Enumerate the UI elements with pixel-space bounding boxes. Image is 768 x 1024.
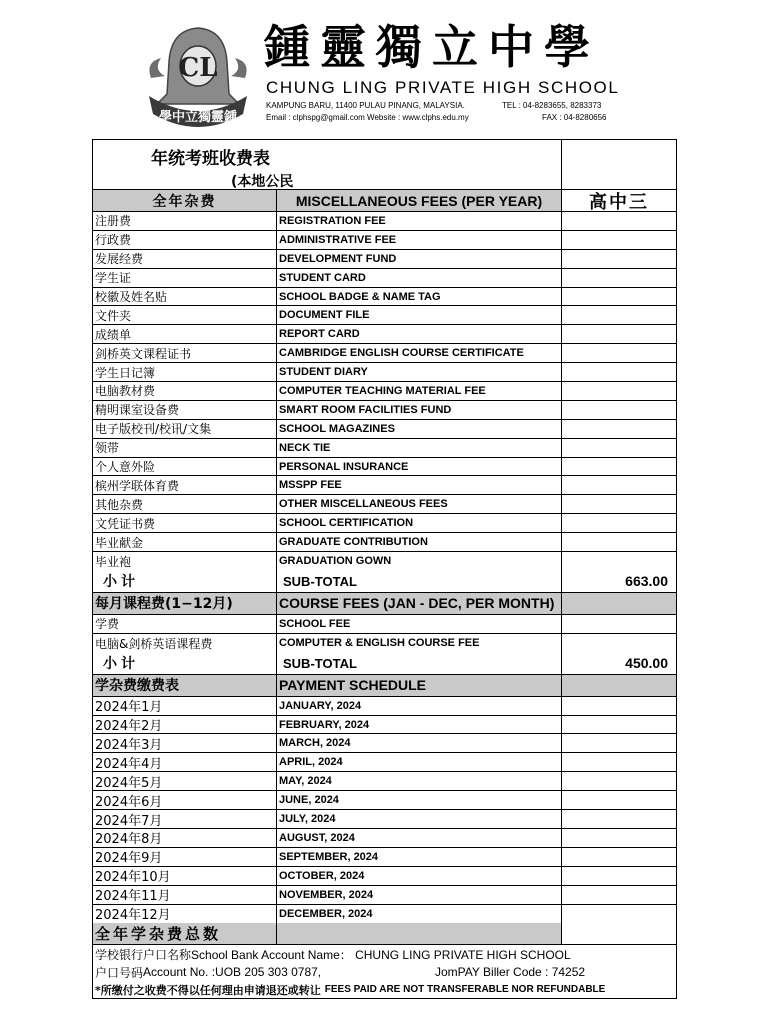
label-en: SCHOOL MAGAZINES [277,420,562,438]
annual-total-blank [277,923,562,944]
label-cn: 2024年5月 [93,772,277,790]
title-cell [93,140,562,189]
amount-cell [562,306,676,324]
amount-cell [562,905,676,924]
label-en: SCHOOL FEE [277,615,562,633]
amount-cell [562,772,676,790]
label-en: DOCUMENT FILE [277,306,562,324]
annual-total-value [562,923,676,944]
amount-cell [562,810,676,828]
bank-account-name-cn: 学校银行户口名称 [95,947,192,962]
label-cn: 文凭证书费 [93,514,277,532]
misc-fee-row [93,306,676,325]
amount-cell [562,212,676,230]
label-en: NECK TIE [277,439,562,457]
label-cn: 电子版校刊/校讯/文集 [93,420,277,438]
label-cn: 剑桥英文课程证书 [93,344,277,362]
subtotal-label-cn: 小计 [93,653,277,674]
label-en: OCTOBER, 2024 [277,867,562,885]
amount-cell [562,753,676,771]
amount-cell [562,382,676,400]
label-cn: 毕业袍 [93,552,277,571]
label-cn: 2024年9月 [93,848,277,866]
misc-fee-row [93,212,676,231]
label-cn: 电脑&剑桥英语课程费 [93,634,277,653]
amount-cell [562,344,676,362]
misc-fee-row [93,344,676,363]
payment-month-row [93,697,676,716]
grade-header: 高中三 [562,190,676,211]
misc-fee-row [93,533,676,552]
amount-cell [562,886,676,904]
schedule-header-blank [562,675,676,696]
label-cn: 学生日记簿 [93,363,277,381]
label-en: AUGUST, 2024 [277,829,562,847]
subtotal-label-cn: 小计 [93,571,277,592]
amount-cell [562,458,676,476]
school-email-website: Email : clphspg@gmail.com Website : www.clphs.edu.my [266,113,469,122]
label-cn: 成绩单 [93,325,277,343]
school-address: KAMPUNG BARU, 11400 PULAU PINANG, MALAYSIA. [266,101,465,110]
misc-fee-row [93,401,676,420]
amount-cell [562,401,676,419]
misc-fee-row [93,476,676,495]
amount-cell [562,697,676,715]
label-cn: 2024年2月 [93,716,277,734]
label-en: DECEMBER, 2024 [277,905,562,924]
misc-subtotal-row [93,571,676,593]
letterhead [0,0,768,135]
misc-fee-row [93,363,676,382]
amount-cell [562,495,676,513]
label-en: OTHER MISCELLANEOUS FEES [277,495,562,513]
course-header-cn: 每月课程费(1−12月) [93,593,277,614]
payment-month-row [93,848,676,867]
label-en: NOVEMBER, 2024 [277,886,562,904]
bank-account-number-row [93,963,676,981]
course-fee-row [93,634,676,653]
label-en: MAY, 2024 [277,772,562,790]
misc-fee-row [93,458,676,477]
label-cn: 2024年8月 [93,829,277,847]
amount-cell [562,533,676,551]
label-en: ADMINISTRATIVE FEE [277,231,562,249]
payment-month-row [93,829,676,848]
payment-month-row [93,810,676,829]
svg-text:學中立獨靈鍾: 學中立獨靈鍾 [158,110,238,125]
subtotal-label-en: SUB-TOTAL [277,653,562,674]
label-cn: 行政费 [93,231,277,249]
amount-cell [562,363,676,381]
amount-cell [562,734,676,752]
label-cn: 学生证 [93,269,277,287]
amount-cell [562,231,676,249]
misc-fee-row [93,439,676,458]
label-cn: 槟州学联体育费 [93,476,277,494]
amount-cell [562,615,676,633]
label-cn: 学费 [93,615,277,633]
label-cn: 个人意外险 [93,458,277,476]
fee-table [92,139,677,999]
form-subtitle: (本地公民 [231,174,294,190]
payment-schedule-list [93,697,676,924]
label-cn: 校徽及姓名贴 [93,288,277,306]
bank-account-number-cn: 户口号码 [95,965,144,980]
label-cn: 毕业献金 [93,533,277,551]
payment-month-row [93,772,676,791]
misc-fee-row [93,325,676,344]
school-name-english: CHUNG LING PRIVATE HIGH SCHOOL [266,78,620,97]
label-en: COMPUTER & ENGLISH COURSE FEE [277,634,562,653]
label-en: JUNE, 2024 [277,791,562,809]
label-en: SCHOOL BADGE & NAME TAG [277,288,562,306]
misc-fee-row [93,269,676,288]
bank-account-name-row [93,945,676,963]
bank-account-name-en: School Bank Account Name： CHUNG LING PRIVATE HIGH SCHOOL [191,947,571,962]
misc-fee-row [93,495,676,514]
amount-cell [562,514,676,532]
amount-cell [562,829,676,847]
label-cn: 电脑教材费 [93,382,277,400]
label-en: GRADUATION GOWN [277,552,562,571]
misc-fee-row [93,552,676,571]
label-en: COMPUTER TEACHING MATERIAL FEE [277,382,562,400]
label-en: SCHOOL CERTIFICATION [277,514,562,532]
school-telephone: TEL : 04-8283655, 8283373 [502,101,602,110]
annual-total-row [93,923,676,945]
payment-month-row [93,867,676,886]
amount-cell [562,250,676,268]
amount-cell [562,420,676,438]
refund-notice-en: FEES PAID ARE NOT TRANSFERABLE NOR REFUNDABLE [324,984,606,996]
misc-fee-row [93,382,676,401]
label-cn: 2024年3月 [93,734,277,752]
label-en: STUDENT DIARY [277,363,562,381]
misc-fee-list [93,212,676,571]
subtotal-label-en: SUB-TOTAL [277,571,562,592]
label-cn: 2024年11月 [93,886,277,904]
label-en: GRADUATE CONTRIBUTION [277,533,562,551]
payment-month-row [93,734,676,753]
misc-fee-row [93,231,676,250]
label-en: MARCH, 2024 [277,734,562,752]
label-cn: 发展经费 [93,250,277,268]
title-blank-cell [562,140,676,189]
misc-fee-row [93,250,676,269]
table-title-row [93,140,676,190]
amount-cell [562,867,676,885]
payment-month-row [93,753,676,772]
label-cn: 2024年10月 [93,867,277,885]
label-en: REPORT CARD [277,325,562,343]
course-subtotal-value: 450.00 [625,655,668,672]
label-en: SMART ROOM FACILITIES FUND [277,401,562,419]
misc-header-cn: 全年杂费 [93,190,277,211]
label-en: REGISTRATION FEE [277,212,562,230]
school-name-chinese: 鍾靈獨立中學 [264,20,600,74]
label-en: SEPTEMBER, 2024 [277,848,562,866]
amount-cell [562,325,676,343]
label-en: MSSPP FEE [277,476,562,494]
misc-fee-row [93,288,676,307]
label-en: JANUARY, 2024 [277,697,562,715]
amount-cell [562,288,676,306]
form-title: 年统考班收费表 [151,149,270,169]
course-fee-row [93,615,676,634]
misc-fee-row [93,514,676,533]
label-en: APRIL, 2024 [277,753,562,771]
schedule-header-cn: 学杂费缴费表 [93,675,277,696]
amount-cell [562,848,676,866]
amount-cell [562,439,676,457]
annual-total-label: 全年学杂费总数 [93,923,277,944]
misc-header-en: MISCELLANEOUS FEES (PER YEAR) [277,190,562,211]
amount-cell [562,791,676,809]
course-header-blank [562,593,676,614]
course-subtotal-row [93,653,676,675]
misc-fee-row [93,420,676,439]
payment-month-row [93,886,676,905]
label-cn: 2024年4月 [93,753,277,771]
course-header-row [93,593,676,615]
label-cn: 2024年7月 [93,810,277,828]
bank-account-number-en: Account No. :UOB 205 303 0787, [143,965,322,980]
amount-cell [562,634,676,653]
label-en: CAMBRIDGE ENGLISH COURSE CERTIFICATE [277,344,562,362]
school-bell-logo [143,22,253,134]
label-cn: 文件夹 [93,306,277,324]
label-en: DEVELOPMENT FUND [277,250,562,268]
label-cn: 2024年12月 [93,905,277,924]
amount-cell [562,716,676,734]
label-en: PERSONAL INSURANCE [277,458,562,476]
label-cn: 精明课室设备费 [93,401,277,419]
misc-subtotal-value: 663.00 [625,573,668,590]
payment-month-row [93,716,676,735]
label-en: FEBRUARY, 2024 [277,716,562,734]
payment-month-row [93,791,676,810]
course-fee-list [93,615,676,653]
school-fax: FAX : 04-8280656 [542,113,607,122]
schedule-header-row [93,675,676,697]
label-cn: 2024年1月 [93,697,277,715]
payment-month-row [93,905,676,924]
amount-cell [562,552,676,571]
misc-header-row [93,190,676,212]
amount-cell [562,476,676,494]
refund-notice-cn: *所缴付之收费不得以任何理由申请退还或转让 [95,983,321,997]
svg-text:CL: CL [178,53,218,83]
course-header-en: COURSE FEES (JAN - DEC, PER MONTH) [277,593,562,614]
label-en: STUDENT CARD [277,269,562,287]
refund-notice-row [93,981,676,998]
label-cn: 其他杂费 [93,495,277,513]
label-en: JULY, 2024 [277,810,562,828]
schedule-header-en: PAYMENT SCHEDULE [277,675,562,696]
label-cn: 2024年6月 [93,791,277,809]
label-cn: 注册费 [93,212,277,230]
amount-cell [562,269,676,287]
label-cn: 领带 [93,439,277,457]
jompay-biller-code: JomPAY Biller Code : 74252 [435,965,586,980]
